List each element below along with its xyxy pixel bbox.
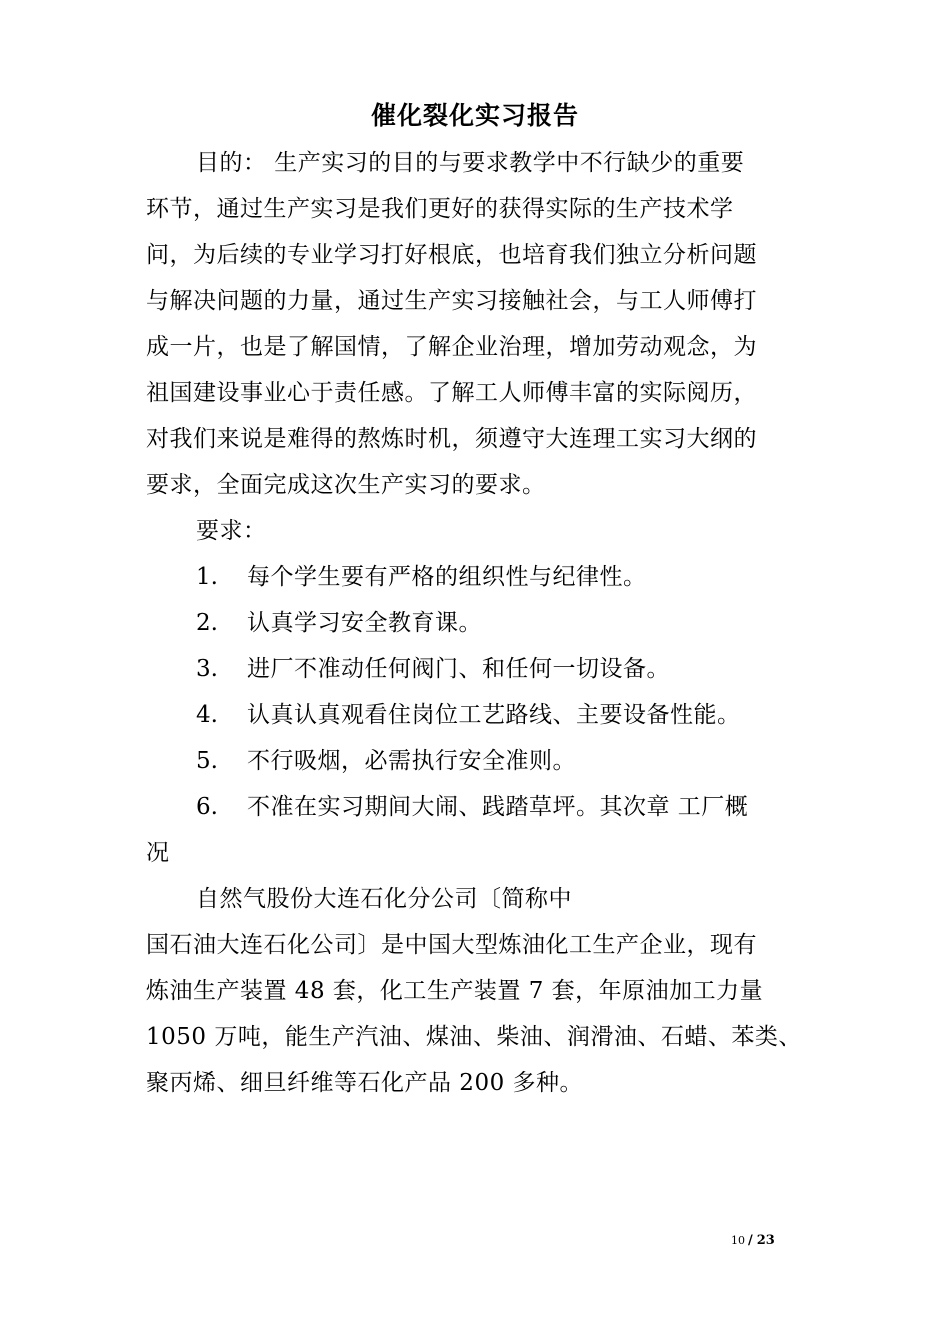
- purpose-line: 环节，通过生产实习是我们更好的获得实际的生产技术学: [146, 196, 734, 222]
- purpose-line: 对我们来说是难得的熬炼时机，须遵守大连理工实习大纲的: [146, 426, 757, 452]
- purpose-line: 问，为后续的专业学习打好根底，也培育我们独立分析问题: [146, 242, 757, 268]
- requirement-continuation: 况: [146, 840, 170, 866]
- purpose-line: 与解决问题的力量，通过生产实习接触社会，与工人师傅打: [146, 288, 757, 314]
- requirement-number: 4.: [196, 702, 218, 728]
- purpose-line: 要求，全面完成这次生产实习的要求。: [146, 472, 546, 498]
- overview-line: 1050 万吨，能生产汽油、煤油、柴油、润滑油、石蜡、苯类、: [146, 1024, 802, 1050]
- purpose-line: 目的： 生产实习的目的与要求教学中不行缺少的重要: [196, 150, 745, 176]
- total-page-count: 23: [756, 1233, 775, 1248]
- overview-line: 炼油生产装置 48 套，化工生产装置 7 套，年原油加工力量: [146, 978, 764, 1004]
- requirement-text: 认真学习安全教育课。: [247, 610, 482, 636]
- requirement-text: 不行吸烟，必需执行安全准则。: [247, 748, 576, 774]
- requirement-text: 每个学生要有严格的组织性与纪律性。: [247, 564, 647, 590]
- requirement-number: 6.: [196, 794, 218, 820]
- page-separator: /: [748, 1233, 753, 1248]
- requirement-text: 认真认真观看住岗位工艺路线、主要设备性能。: [247, 702, 741, 728]
- current-page-number: 10: [731, 1234, 745, 1247]
- purpose-line: 成一片，也是了解国情，了解企业治理，增加劳动观念，为: [146, 334, 757, 360]
- requirement-number: 2.: [196, 610, 218, 636]
- overview-line: 国石油大连石化公司〕是中国大型炼油化工生产企业，现有: [146, 932, 757, 958]
- document-title: 催化裂化实习报告: [370, 101, 579, 130]
- requirement-number: 3.: [196, 656, 218, 682]
- requirement-text: 进厂不准动任何阀门、和任何一切设备。: [247, 656, 670, 682]
- page-number: [731, 1232, 775, 1249]
- requirements-heading: 要求：: [196, 518, 267, 544]
- overview-line: 自然气股份大连石化分公司〔简称中: [196, 886, 572, 912]
- overview-line: 聚丙烯、细旦纤维等石化产品 200 多种。: [146, 1070, 584, 1096]
- requirement-number: 5.: [196, 748, 218, 774]
- requirement-text: 不准在实习期间大闹、践踏草坪。其次章 工厂概: [247, 794, 749, 820]
- requirement-number: 1.: [196, 564, 218, 590]
- purpose-line: 祖国建设事业心于责任感。了解工人师傅丰富的实际阅历，: [146, 380, 757, 406]
